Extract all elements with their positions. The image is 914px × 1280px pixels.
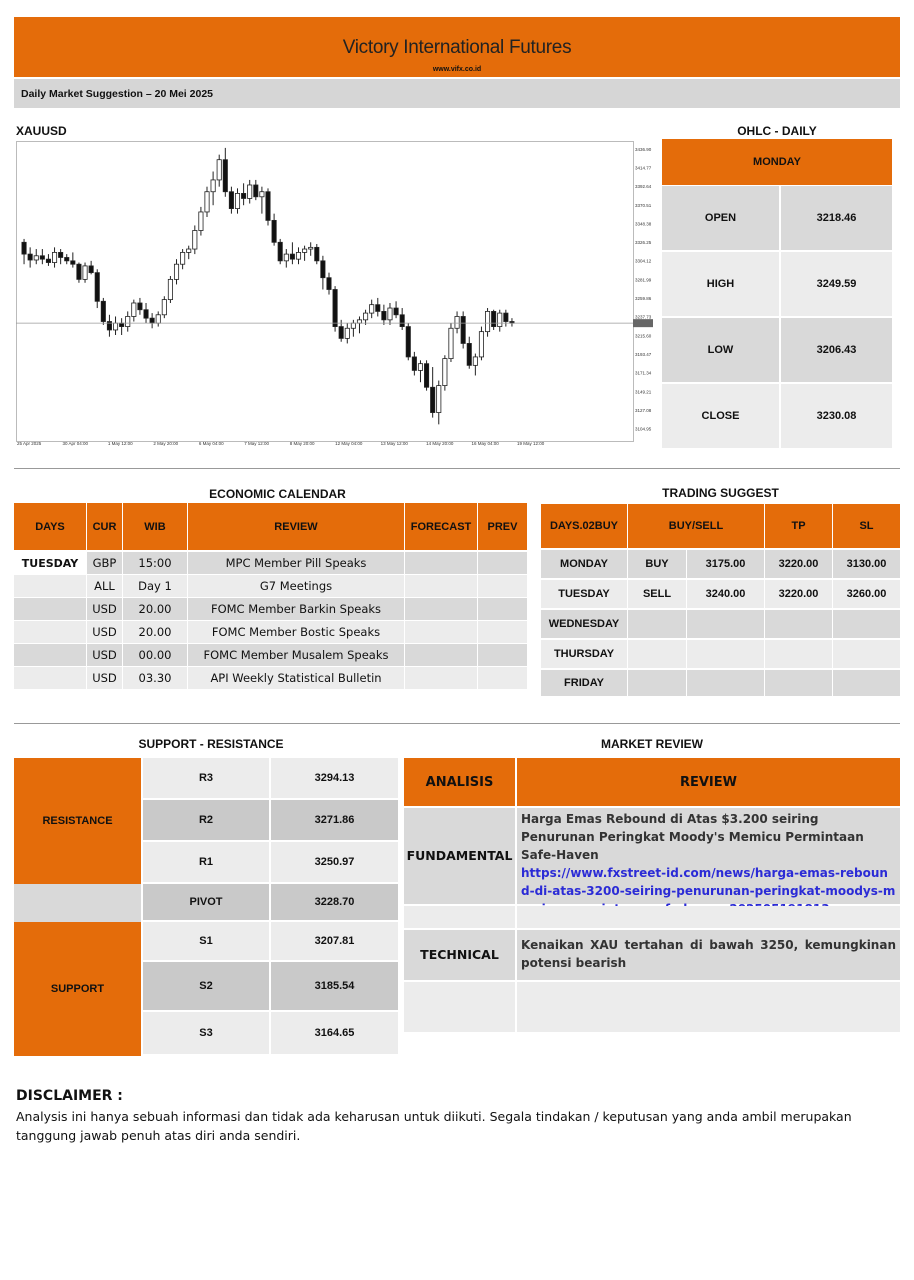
candle-body — [449, 328, 453, 358]
fundamental-text: Harga Emas Rebound di Atas $3.200 seiring Penurunan Peringkat Moody's Memicu Permintaan Safe-Haven — [521, 812, 864, 862]
candle-body — [229, 192, 233, 209]
candle-body — [22, 242, 26, 254]
candle-body — [309, 247, 313, 249]
candle-body — [431, 387, 435, 412]
econ-event: API Weekly Statistical Bulletin — [188, 667, 404, 689]
candle-body — [126, 316, 130, 326]
fundamental-label: FUNDAMENTAL — [404, 808, 515, 904]
review-header-analysis: ANALISIS — [404, 758, 515, 806]
date-tick-label: 7 May 12:00 — [244, 441, 270, 446]
candle-body — [205, 192, 209, 212]
trade-header-buysell: BUY/SELL — [628, 504, 764, 548]
candle-body — [327, 278, 331, 290]
candle-body — [485, 311, 489, 331]
price-tick-label: 3348.38 — [635, 221, 652, 227]
candle-body — [461, 316, 465, 343]
econ-currency: USD — [87, 598, 122, 620]
candle-body — [223, 160, 227, 192]
sr-label-r2: R2 — [143, 800, 269, 840]
candle-body — [412, 357, 416, 370]
candle-body — [418, 364, 422, 371]
econ-prev — [478, 667, 527, 689]
candle-body — [492, 311, 496, 326]
sr-value-pivot: 3228.70 — [271, 884, 398, 920]
trade-direction — [628, 640, 686, 668]
candle-body — [150, 318, 154, 323]
price-tick-label: 3127.08 — [635, 407, 652, 413]
price-tick-label: 3304.12 — [635, 258, 652, 264]
chart-frame — [17, 142, 634, 442]
econ-day — [14, 644, 86, 666]
candle-body — [28, 254, 32, 260]
candle-body — [351, 323, 355, 328]
candle-body — [376, 305, 380, 312]
spacer-cell — [404, 906, 515, 928]
sr-label-r3: R3 — [143, 758, 269, 798]
sr-value-s1: 3207.81 — [271, 922, 398, 960]
econ-event: FOMC Member Musalem Speaks — [188, 644, 404, 666]
sr-label-pivot: PIVOT — [143, 884, 269, 920]
trade-entry — [687, 640, 764, 668]
trade-direction — [628, 670, 686, 696]
econ-forecast — [405, 644, 477, 666]
candle-body — [284, 254, 288, 261]
candle-body — [52, 252, 56, 262]
candle-body — [467, 343, 471, 365]
candle-body — [498, 313, 502, 326]
trade-tp — [765, 640, 832, 668]
disclaimer-text: Analysis ini hanya sebuah informasi dan tidak ada keharusan untuk diikuti. Segala tindakan / keputusan yang anda ambil merupakan tanggung jawab penuh atas diri anda sendiri. — [16, 1109, 852, 1143]
trade-entry: 3175.00 — [687, 550, 764, 578]
ohlc-value-close: 3230.08 — [781, 384, 892, 448]
econ-event: G7 Meetings — [188, 575, 404, 597]
chart-symbol: XAUUSD — [16, 124, 67, 138]
econ-header-prev: PREV — [478, 503, 527, 550]
candle-body — [241, 193, 245, 198]
econ-time: 20.00 — [123, 621, 187, 643]
candle-body — [388, 308, 392, 320]
econ-day — [14, 575, 86, 597]
candle-body — [424, 364, 428, 388]
candle-body — [406, 327, 410, 357]
price-tick-label: 3259.86 — [635, 296, 652, 302]
candle-body — [174, 264, 178, 279]
date-tick-label: 12 May 04:00 — [335, 441, 363, 446]
report-header — [14, 17, 900, 77]
market-review-table — [404, 758, 900, 1032]
sr-label-r1: R1 — [143, 842, 269, 882]
trade-tp: 3220.00 — [765, 550, 832, 578]
candle-body — [193, 231, 197, 250]
date-tick-label: 19 May 12:00 — [517, 441, 545, 446]
candle-body — [119, 323, 123, 326]
candle-body — [302, 249, 306, 252]
date-tick-label: 2 May 20:00 — [153, 441, 179, 446]
trade-sl — [833, 670, 900, 696]
econ-currency: ALL — [87, 575, 122, 597]
candle-body — [479, 332, 483, 357]
econ-day — [14, 667, 86, 689]
candle-body — [339, 327, 343, 339]
candle-body — [101, 301, 105, 321]
price-tick-label: 3193.47 — [635, 352, 652, 358]
ohlc-label-close: CLOSE — [662, 384, 779, 448]
price-tick-label: 3414.77 — [635, 165, 652, 171]
econ-time: Day 1 — [123, 575, 187, 597]
econ-event: MPC Member Pill Speaks — [188, 552, 404, 574]
technical-label: TECHNICAL — [404, 930, 515, 980]
trade-direction: SELL — [628, 580, 686, 608]
report-subtitle-bar — [14, 79, 900, 108]
ohlc-label-low: LOW — [662, 318, 779, 382]
sr-label-s1: S1 — [143, 922, 269, 960]
econ-prev — [478, 552, 527, 574]
candle-body — [254, 185, 258, 197]
econ-currency: GBP — [87, 552, 122, 574]
date-tick-label: 14 May 20:00 — [426, 441, 454, 446]
candle-body — [278, 242, 282, 261]
trade-day: WEDNESDAY — [541, 610, 627, 638]
candle-body — [187, 249, 191, 252]
date-tick-label: 1 May 12:00 — [107, 441, 133, 446]
candle-body — [199, 212, 203, 231]
trade-day: MONDAY — [541, 550, 627, 578]
econ-forecast — [405, 667, 477, 689]
sr-value-r2: 3271.86 — [271, 800, 398, 840]
support-resistance-table — [14, 758, 398, 1056]
sr-value-r1: 3250.97 — [271, 842, 398, 882]
price-tick-label: 3392.64 — [635, 184, 652, 190]
candle-body — [315, 247, 319, 260]
date-tick-label: 25 Apr 2025 — [17, 441, 42, 446]
trade-tp: 3220.00 — [765, 580, 832, 608]
support-label: SUPPORT — [14, 922, 141, 1056]
candle-body — [363, 313, 367, 320]
candle-body — [113, 323, 117, 330]
report-subtitle: Daily Market Suggestion – 20 Mei 2025 — [21, 88, 213, 100]
econ-day — [14, 621, 86, 643]
candle-body — [455, 316, 459, 328]
ohlc-title: OHLC - DAILY — [737, 124, 817, 138]
spacer-cell — [517, 906, 900, 928]
trade-direction: BUY — [628, 550, 686, 578]
econ-currency: USD — [87, 667, 122, 689]
ohlc-value-open: 3218.46 — [781, 186, 892, 250]
trade-sl: 3130.00 — [833, 550, 900, 578]
price-chart — [16, 141, 656, 451]
candle-body — [180, 252, 184, 264]
econ-header-review: REVIEW — [188, 503, 404, 550]
sr-title: SUPPORT - RESISTANCE — [138, 737, 284, 751]
candle-body — [473, 357, 477, 365]
econ-header-days: DAYS — [14, 503, 86, 550]
trade-entry — [687, 670, 764, 696]
trade-day: FRIDAY — [541, 670, 627, 696]
candle-body — [138, 303, 142, 310]
sr-value-s3: 3164.65 — [271, 1012, 398, 1054]
candle-body — [107, 322, 111, 330]
candle-body — [77, 264, 81, 279]
econ-currency: USD — [87, 644, 122, 666]
econ-time: 03.30 — [123, 667, 187, 689]
econ-prev — [478, 644, 527, 666]
candle-body — [370, 305, 374, 313]
trade-sl: 3260.00 — [833, 580, 900, 608]
trade-direction — [628, 610, 686, 638]
trade-entry — [687, 610, 764, 638]
trade-day: TUESDAY — [541, 580, 627, 608]
price-tick-label: 3104.95 — [635, 426, 652, 432]
econ-header-cur: CUR — [87, 503, 122, 550]
date-tick-label: 6 May 04:00 — [198, 441, 224, 446]
candle-body — [65, 257, 69, 260]
econ-prev — [478, 575, 527, 597]
fundamental-link[interactable]: https://www.fxstreet-id.com/news/harga-emas-rebound-di-atas-3200-seiring-penurunan-peringkat-moodys-m — [521, 866, 896, 898]
spacer-cell — [517, 982, 900, 1032]
sr-label-s3: S3 — [143, 1012, 269, 1054]
candle-body — [260, 192, 264, 197]
review-header-review: REVIEW — [517, 758, 900, 806]
trading-title: TRADING SUGGEST — [662, 486, 779, 500]
candle-body — [437, 386, 441, 413]
candle-body — [382, 311, 386, 319]
econ-prev — [478, 621, 527, 643]
candle-body — [333, 290, 337, 327]
price-tick-label: 3281.99 — [635, 277, 652, 283]
candle-body — [400, 315, 404, 327]
econ-header-wib: WIB — [123, 503, 187, 550]
ohlc-day-header — [662, 139, 892, 185]
price-tick-label: 3171.34 — [635, 370, 652, 376]
econ-forecast — [405, 575, 477, 597]
candle-body — [296, 252, 300, 259]
trade-tp — [765, 670, 832, 696]
econ-header-forecast: FORECAST — [405, 503, 477, 550]
candle-body — [504, 313, 508, 321]
sr-value-s2: 3185.54 — [271, 962, 398, 1010]
trade-day: THURSDAY — [541, 640, 627, 668]
trade-sl — [833, 610, 900, 638]
current-price-marker — [633, 319, 653, 327]
spacer-cell — [404, 982, 515, 1032]
price-tick-label: 3370.51 — [635, 202, 652, 208]
date-tick-label: 8 May 20:00 — [289, 441, 315, 446]
candle-body — [95, 273, 99, 302]
econ-forecast — [405, 598, 477, 620]
review-title: MARKET REVIEW — [601, 737, 703, 751]
econ-prev — [478, 598, 527, 620]
candle-body — [290, 254, 294, 259]
econ-time: 20.00 — [123, 598, 187, 620]
candle-body — [34, 256, 38, 260]
candle-body — [394, 308, 398, 315]
candle-body — [59, 252, 63, 257]
price-tick-label: 3149.21 — [635, 389, 652, 395]
candle-body — [71, 261, 75, 264]
technical-text: Kenaikan XAU tertahan di bawah 3250, kemungkinan potensi bearish — [521, 938, 896, 970]
resistance-label: RESISTANCE — [14, 758, 141, 884]
candle-body — [83, 266, 87, 279]
econ-time: 00.00 — [123, 644, 187, 666]
technical-review — [517, 930, 900, 980]
price-tick-label: 3326.25 — [635, 240, 652, 246]
econ-time: 15:00 — [123, 552, 187, 574]
candle-body — [272, 220, 276, 242]
pivot-spacer — [14, 884, 141, 922]
candle-body — [144, 310, 148, 318]
econ-currency: USD — [87, 621, 122, 643]
economic-calendar-table — [14, 503, 527, 691]
price-tick-label: 3215.60 — [635, 333, 652, 339]
candle-body — [132, 303, 136, 316]
trade-tp — [765, 610, 832, 638]
candle-body — [345, 328, 349, 338]
sr-value-r3: 3294.13 — [271, 758, 398, 798]
candle-body — [162, 300, 166, 315]
trade-header-sl: SL — [833, 504, 900, 548]
price-tick-label: 3237.73 — [635, 314, 652, 320]
ohlc-table — [662, 186, 892, 450]
candle-body — [321, 261, 325, 278]
candle-body — [89, 266, 93, 273]
candle-body — [46, 259, 50, 262]
ohlc-value-high: 3249.59 — [781, 252, 892, 316]
company-title: Victory International Futures — [342, 37, 572, 58]
econ-day: TUESDAY — [21, 556, 79, 570]
divider — [14, 468, 900, 469]
trading-suggest-table — [541, 504, 900, 696]
candle-body — [443, 359, 447, 386]
candle-body — [211, 180, 215, 192]
trade-entry: 3240.00 — [687, 580, 764, 608]
date-tick-label: 16 May 04:00 — [471, 441, 499, 446]
econ-event: FOMC Member Bostic Speaks — [188, 621, 404, 643]
ohlc-label-open: OPEN — [662, 186, 779, 250]
date-tick-label: 13 May 12:00 — [380, 441, 408, 446]
ohlc-value-low: 3206.43 — [781, 318, 892, 382]
fundamental-review — [517, 808, 900, 904]
disclaimer-title: DISCLAIMER : — [16, 1088, 123, 1104]
candle-body — [156, 315, 160, 323]
trade-header-tp: TP — [765, 504, 832, 548]
ohlc-day: MONDAY — [753, 156, 801, 168]
ohlc-label-high: HIGH — [662, 252, 779, 316]
price-tick-label: 3436.90 — [635, 146, 652, 152]
candle-body — [248, 185, 252, 198]
econ-event: FOMC Member Barkin Speaks — [188, 598, 404, 620]
sr-label-s2: S2 — [143, 962, 269, 1010]
candle-body — [357, 320, 361, 323]
candle-body — [266, 192, 270, 221]
econ-day — [14, 598, 86, 620]
date-tick-label: 30 Apr 04:00 — [62, 441, 88, 446]
company-url[interactable]: www.vifx.co.id — [432, 66, 482, 73]
trade-sl — [833, 640, 900, 668]
candle-body — [235, 193, 239, 208]
candle-body — [217, 160, 221, 180]
econ-forecast — [405, 621, 477, 643]
econ-title: ECONOMIC CALENDAR — [209, 487, 346, 501]
candle-body — [168, 279, 172, 299]
divider — [14, 723, 900, 724]
trade-header-days: DAYS.02BUY — [541, 504, 627, 548]
econ-forecast — [405, 552, 477, 574]
candle-body — [40, 256, 44, 259]
